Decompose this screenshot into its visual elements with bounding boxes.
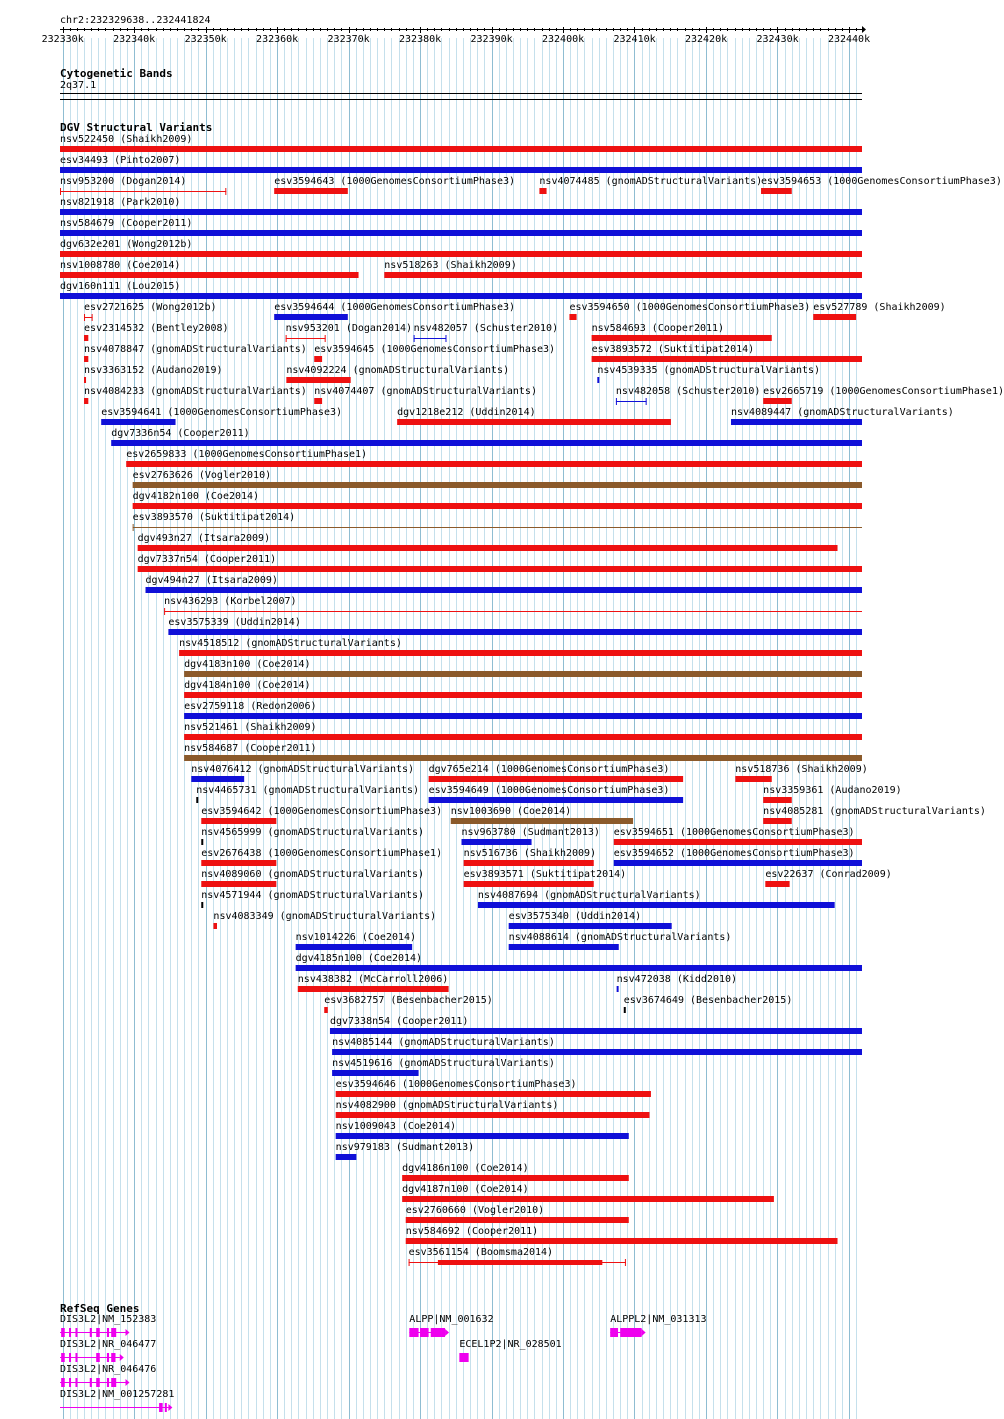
dgv-feature-bar [184,713,862,719]
dgv-feature-label[interactable]: esv3594649 (1000GenomesConsortiumPhase3) [428,785,670,796]
ruler-tick-label: 232400k [542,34,585,45]
dgv-feature-bar [464,881,594,887]
dgv-feature-label[interactable]: dgv632e201 (Wong2012b) [60,239,193,250]
dgv-feature-bar [184,692,862,698]
dgv-feature-label[interactable]: esv3674649 (Besenbacher2015) [623,995,793,1006]
dgv-feature-label[interactable]: esv3594641 (1000GenomesConsortiumPhase3) [101,407,343,418]
refseq-exon [90,1378,92,1387]
refseq-exon [165,1403,167,1412]
refseq-exon [69,1353,71,1362]
dgv-feature-label[interactable]: nsv4539335 (gnomADStructuralVariants) [597,365,821,376]
dgv-feature-label[interactable]: nsv1014226 (Coe2014) [295,932,417,943]
refseq-track-title: RefSeq Genes [60,1302,140,1315]
dgv-feature-bar [731,419,862,425]
dgv-feature-bar [330,1028,862,1034]
ruler-tick-label: 232330k [41,34,84,45]
dgv-feature-label[interactable]: dgv4183n100 (Coe2014) [184,659,311,670]
refseq-exon [107,1378,109,1387]
dgv-feature-label[interactable]: esv2314532 (Bentley2008) [84,323,229,334]
dgv-feature-bar [201,860,276,866]
dgv-feature-bar [336,1091,651,1097]
refseq-exon [75,1353,77,1362]
dgv-feature-label[interactable]: esv2721625 (Wong2012b) [84,302,217,313]
dgv-feature-label[interactable]: esv34493 (Pinto2007) [60,155,181,166]
dgv-feature-label[interactable]: nsv963780 (Sudmant2013) [461,827,600,838]
dgv-feature-label[interactable]: esv3594645 (1000GenomesConsortiumPhase3) [314,344,556,355]
dgv-feature-label[interactable]: esv3893571 (Suktitipat2014) [463,869,627,880]
dgv-feature-label[interactable]: esv3594644 (1000GenomesConsortiumPhase3) [274,302,516,313]
ruler-tick-label: 232380k [399,34,442,45]
dgv-feature-bar [592,335,772,341]
ruler-tick-label: 232430k [756,34,799,45]
dgv-feature-bar [168,629,862,635]
dgv-feature-label[interactable]: esv2665719 (1000GenomesConsortiumPhase1) [763,386,1004,397]
dgv-feature-bar [133,503,862,509]
dgv-feature-bar [296,965,862,971]
dgv-feature-bar [336,1154,357,1160]
dgv-feature-bar [60,230,862,236]
refseq-exon [75,1378,77,1387]
ruler-tick-label: 232360k [256,34,299,45]
ruler-tick-label: 232440k [827,34,871,45]
dgv-feature-bar [614,860,862,866]
dgv-feature-bar [478,902,835,908]
dgv-feature-label[interactable]: dgv493n27 (Itsara2009) [137,533,271,544]
dgv-feature-label[interactable]: dgv4184n100 (Coe2014) [184,680,311,691]
dgv-feature-bar [201,818,276,824]
dgv-feature-label[interactable]: esv3575339 (Uddin2014) [168,617,301,628]
dgv-feature-bar [614,839,862,845]
dgv-feature-label[interactable]: nsv438382 (McCarroll2006) [297,974,449,985]
dgv-feature-label[interactable]: esv527789 (Shaikh2009) [813,302,946,313]
dgv-feature-bar [509,944,619,950]
dgv-feature-label[interactable]: nsv4565999 (gnomADStructuralVariants) [201,827,425,838]
refseq-exon [96,1353,100,1362]
dgv-feature-bar [60,167,862,173]
dgv-feature-label[interactable]: esv2760660 (Vogler2010) [405,1205,545,1216]
dgv-feature-tick [617,986,619,992]
refseq-exon [111,1328,116,1337]
refseq-gene-label[interactable]: DIS3L2|NM_001257281 [60,1389,175,1400]
dgv-feature-label[interactable]: nsv4074407 (gnomADStructuralVariants) [314,386,537,397]
dgv-feature-bar [191,776,244,782]
dgv-feature-label[interactable]: nsv821918 (Park2010) [60,197,181,208]
dgv-feature-label[interactable]: nsv4092224 (gnomADStructuralVariants) [286,365,510,376]
cytoband-track-title: Cytogenetic Bands [60,67,173,80]
dgv-feature-bar [314,356,322,362]
dgv-feature-label[interactable]: dgv1218e212 (Uddin2014) [397,407,536,418]
dgv-feature-label[interactable]: nsv1003690 (Coe2014) [450,806,572,817]
dgv-feature-label[interactable]: nsv4074485 (gnomADStructuralVariants) [539,176,763,187]
dgv-feature-bar [569,314,576,320]
dgv-feature-bar [138,545,838,551]
ruler-tick-label: 232390k [470,34,513,45]
refseq-exon [107,1328,109,1337]
ruler-tick-label: 232340k [113,34,156,45]
dgv-feature-bar [539,188,546,194]
dgv-feature-bar [402,1175,629,1181]
dgv-feature-label[interactable]: nsv4519616 (gnomADStructuralVariants) [332,1058,555,1069]
dgv-feature-bar [274,188,348,194]
dgv-feature-bar [429,797,683,803]
dgv-feature-bar [146,587,862,593]
refseq-strand-arrow [642,1329,646,1336]
dgv-feature-label[interactable]: nsv3363152 (Audano2019) [84,365,223,376]
dgv-feature-label[interactable]: esv3561154 (Boomsma2014) [408,1247,554,1258]
dgv-feature-bar [213,923,217,929]
refseq-exon [431,1328,445,1337]
dgv-feature-label[interactable]: dgv765e214 (1000GenomesConsortiumPhase3) [428,764,670,775]
dgv-feature-bar [84,398,88,404]
dgv-feature-bar [201,881,276,887]
dgv-feature-label[interactable]: dgv4186n100 (Coe2014) [402,1163,529,1174]
dgv-feature-label[interactable]: nsv482057 (Schuster2010) [413,323,559,334]
refseq-exon [420,1328,429,1337]
refseq-exon [159,1403,163,1412]
dgv-feature-label[interactable]: nsv4089447 (gnomADStructuralVariants) [731,407,954,418]
dgv-feature-bar [763,818,792,824]
dgv-feature-bar [184,671,862,677]
dgv-feature-label[interactable]: esv3594646 (1000GenomesConsortiumPhase3) [335,1079,577,1090]
refseq-strand-arrow [120,1354,124,1361]
ruler-tick-label: 232420k [684,34,728,45]
dgv-feature-label[interactable]: dgv4187n100 (Coe2014) [402,1184,529,1195]
dgv-feature-label[interactable]: esv3594643 (1000GenomesConsortiumPhase3) [274,176,516,187]
dgv-feature-label[interactable]: nsv4082900 (gnomADStructuralVariants) [335,1100,559,1111]
dgv-feature-label[interactable]: nsv4085144 (gnomADStructuralVariants) [332,1037,555,1048]
dgv-feature-label[interactable]: nsv472038 (Kidd2010) [616,974,738,985]
dgv-feature-label[interactable]: esv3594652 (1000GenomesConsortiumPhase3) [613,848,855,859]
dgv-feature-label[interactable]: nsv436293 (Korbel2007) [164,596,297,607]
dgv-feature-bar [336,1133,629,1139]
dgv-feature-bar [509,923,672,929]
dgv-feature-label[interactable]: nsv3359361 (Audano2019) [763,785,902,796]
dgv-feature-bar [336,1112,650,1118]
dgv-feature-label[interactable]: nsv4518512 (gnomADStructuralVariants) [179,638,402,649]
dgv-feature-bar [184,755,862,761]
refseq-strand-arrow [125,1329,129,1336]
refseq-exon [75,1328,77,1337]
dgv-feature-label[interactable]: nsv4085281 (gnomADStructuralVariants) [763,806,986,817]
dgv-feature-label[interactable]: nsv584692 (Cooper2011) [405,1226,539,1237]
dgv-feature-label[interactable]: nsv518736 (Shaikh2009) [735,764,868,775]
dgv-feature-bar [126,461,862,467]
refseq-gene-label[interactable]: ALPPL2|NM_031313 [610,1314,707,1325]
dgv-feature-bar [298,986,449,992]
refseq-exon [96,1328,100,1337]
dgv-feature-bar [332,1049,862,1055]
dgv-feature-label[interactable]: nsv522450 (Shaikh2009) [60,134,193,145]
dgv-feature-label[interactable]: nsv584679 (Cooper2011) [60,218,193,229]
dgv-feature-label[interactable]: dgv4185n100 (Coe2014) [295,953,423,964]
dgv-feature-label[interactable]: nsv482058 (Schuster2010) [615,386,761,397]
refseq-exon [69,1328,71,1337]
dgv-feature-bar [60,146,862,152]
dgv-feature-tick [84,377,86,383]
dgv-feature-bar [84,356,88,362]
dgv-feature-label[interactable]: dgv7337n54 (Cooper2011) [137,554,277,565]
dgv-feature-label[interactable]: esv3575340 (Uddin2014) [508,911,642,922]
dgv-feature-label[interactable]: nsv4083349 (gnomADStructuralVariants) [213,911,437,922]
dgv-feature-label[interactable]: dgv7336n54 (Cooper2011) [111,428,250,439]
refseq-gene-label[interactable]: DIS3L2|NR_046476 [60,1364,157,1375]
ruler-tick-label: 232370k [327,34,370,45]
dgv-feature-label[interactable]: nsv979183 (Sudmant2013) [335,1142,475,1153]
refseq-gene-label[interactable]: ALPP|NM_001632 [409,1314,494,1325]
dgv-feature-label[interactable]: esv3594653 (1000GenomesConsortiumPhase3) [761,176,1002,187]
refseq-exon [111,1378,116,1387]
dgv-feature-inner-bar [438,1260,602,1265]
dgv-feature-label[interactable]: nsv4465731 (gnomADStructuralVariants) [196,785,420,796]
dgv-feature-bar [384,272,862,278]
dgv-feature-bar [111,440,862,446]
refseq-exon [620,1328,641,1337]
dgv-feature-label[interactable]: esv3594651 (1000GenomesConsortiumPhase3) [613,827,855,838]
dgv-feature-label[interactable]: esv3682757 (Besenbacher2015) [324,995,493,1006]
dgv-feature-label[interactable]: esv2763626 (Vogler2010) [132,470,272,481]
refseq-gene-label[interactable]: DIS3L2|NM_152383 [60,1314,157,1325]
location-label: chr2:232329638..232441824 [60,15,211,26]
refseq-exon [96,1378,100,1387]
refseq-exon [61,1353,65,1362]
dgv-feature-bar [133,482,862,488]
dgv-feature-bar [286,377,350,383]
refseq-exon [111,1353,115,1362]
dgv-feature-bar [402,1196,774,1202]
dgv-feature-bar [314,398,322,404]
dgv-feature-bar [184,734,862,740]
cytoband-label: 2q37.1 [60,80,97,91]
dgv-feature-label[interactable]: dgv494n27 (Itsara2009) [145,575,278,586]
ruler-tick-label: 232410k [613,34,656,45]
dgv-feature-bar [451,818,633,824]
dgv-feature-tick [201,839,203,845]
dgv-feature-bar [84,335,88,341]
dgv-feature-tick [597,377,599,383]
dgv-feature-bar [765,881,789,887]
dgv-feature-label[interactable]: esv22637 (Conrad2009) [765,869,892,880]
dgv-feature-bar [464,860,594,866]
ruler-tick-label: 232350k [184,34,227,45]
dgv-feature-bar [592,356,862,362]
dgv-feature-label[interactable]: esv3893570 (Suktitipat2014) [132,512,296,523]
dgv-feature-label[interactable]: nsv516736 (Shaikh2009) [463,848,597,859]
dgv-feature-label[interactable]: nsv4088614 (gnomADStructuralVariants) [508,932,732,943]
dgv-feature-bar [763,797,792,803]
dgv-feature-bar [324,1007,328,1013]
refseq-exon [409,1328,418,1337]
refseq-exon [61,1378,65,1387]
dgv-feature-label[interactable]: nsv953201 (Dogan2014) [285,323,413,334]
dgv-feature-bar [735,776,771,782]
dgv-feature-label[interactable]: esv2659833 (1000GenomesConsortiumPhase1) [126,449,368,460]
dgv-feature-label[interactable]: dgv160n111 (Lou2015) [60,281,181,292]
dgv-feature-label[interactable]: dgv7338n54 (Cooper2011) [329,1016,469,1027]
dgv-feature-label[interactable]: nsv4076412 (gnomADStructuralVariants) [191,764,415,775]
refseq-exon [69,1378,71,1387]
dgv-feature-label[interactable]: esv3594650 (1000GenomesConsortiumPhase3) [569,302,811,313]
dgv-feature-tick [196,797,198,803]
dgv-feature-bar [60,209,862,215]
refseq-strand-arrow [445,1329,449,1336]
dgv-feature-bar [332,1070,419,1076]
dgv-feature-label[interactable]: nsv1009043 (Coe2014) [335,1121,457,1132]
dgv-feature-bar [406,1217,629,1223]
dgv-feature-bar [763,398,792,404]
dgv-feature-bar [406,1238,838,1244]
refseq-exon [61,1328,65,1337]
dgv-feature-label[interactable]: esv3893572 (Suktitipat2014) [591,344,755,355]
refseq-exon [90,1328,92,1337]
dgv-feature-label[interactable]: nsv4087694 (gnomADStructuralVariants) [477,890,701,901]
dgv-feature-bar [274,314,348,320]
dgv-feature-label[interactable]: nsv584687 (Cooper2011) [184,743,317,754]
dgv-feature-label[interactable]: nsv1008780 (Coe2014) [60,260,181,271]
dgv-feature-label[interactable]: esv2759118 (Redon2006) [184,701,317,712]
dgv-feature-bar [101,419,175,425]
dgv-feature-bar [60,251,862,257]
refseq-exon [107,1353,109,1362]
dgv-feature-label[interactable]: nsv521461 (Shaikh2009) [184,722,317,733]
dgv-feature-bar [813,314,856,320]
dgv-feature-bar [761,188,792,194]
dgv-feature-tick [624,1007,626,1013]
dgv-feature-bar [397,419,671,425]
dgv-feature-bar [296,944,413,950]
dgv-feature-label[interactable]: nsv953200 (Dogan2014) [60,176,187,187]
dgv-feature-bar [60,293,862,299]
dgv-feature-bar [461,839,531,845]
dgv-feature-label[interactable]: nsv4089060 (gnomADStructuralVariants) [201,869,425,880]
dgv-feature-bar [179,650,862,656]
refseq-exon [610,1328,618,1337]
refseq-strand-arrow [125,1379,129,1386]
refseq-gene-label[interactable]: DIS3L2|NR_046477 [60,1339,157,1350]
dgv-feature-tick [201,902,203,908]
dgv-feature-bar [60,272,359,278]
refseq-strand-arrow [168,1404,172,1411]
dgv-feature-label[interactable]: esv3594642 (1000GenomesConsortiumPhase3) [201,806,443,817]
dgv-feature-label[interactable]: nsv518263 (Shaikh2009) [384,260,517,271]
dgv-feature-label[interactable]: nsv4078847 (gnomADStructuralVariants) [84,344,307,355]
dgv-feature-label[interactable]: dgv4182n100 (Coe2014) [132,491,260,502]
dgv-feature-bar [429,776,683,782]
dgv-track-title: DGV Structural Variants [60,121,213,134]
dgv-feature-label[interactable]: nsv4571944 (gnomADStructuralVariants) [201,890,425,901]
refseq-exon [459,1353,468,1362]
dgv-feature-label[interactable]: nsv584693 (Cooper2011) [591,323,725,334]
dgv-feature-bar [138,566,862,572]
refseq-gene-label[interactable]: ECEL1P2|NR_028501 [459,1339,562,1350]
dgv-feature-label[interactable]: nsv4084233 (gnomADStructuralVariants) [84,386,307,397]
dgv-feature-label[interactable]: esv2676438 (1000GenomesConsortiumPhase1) [201,848,443,859]
